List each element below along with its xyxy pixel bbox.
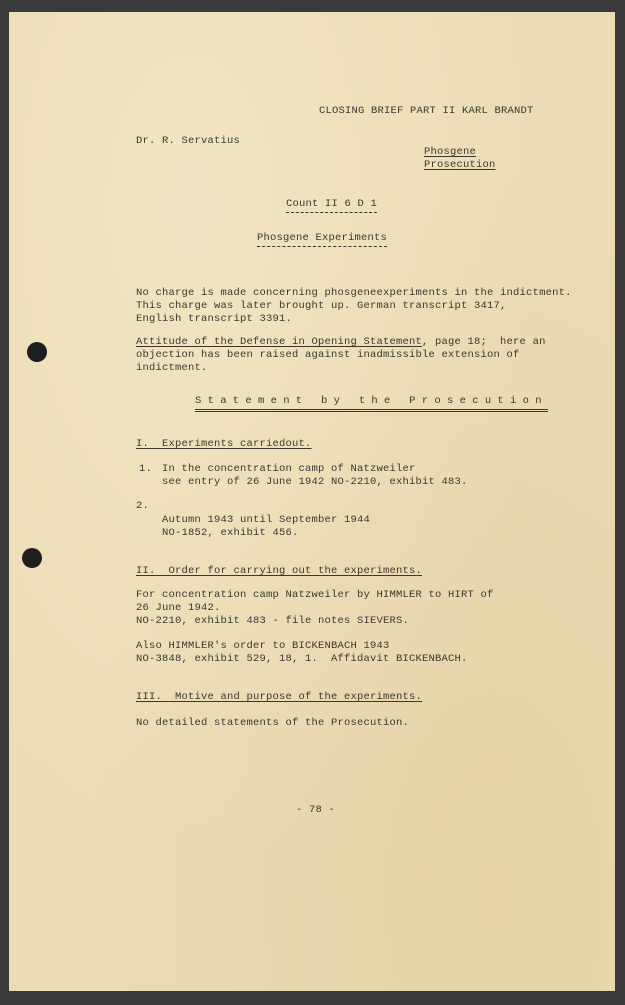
author: Dr. R. Servatius: [136, 135, 241, 147]
defense-attitude-rest: , page 18; here an: [422, 336, 546, 348]
document-title: CLOSING BRIEF PART II KARL BRANDT: [319, 105, 534, 117]
section-2-heading: II. Order for carrying out the experiments.: [136, 565, 423, 577]
section-3-para-1: No detailed statements of the Prosecution.: [136, 717, 410, 729]
defense-attitude-underlined: Attitude of the Defense in Opening Statement: [136, 336, 423, 348]
defense-attitude-line-1: [136, 336, 546, 349]
topic-phosgene: Phosgene: [424, 146, 477, 158]
punch-hole-bottom: [22, 548, 42, 568]
section-2-para-1-line-3: NO-2210, exhibit 483 - file notes SIEVERS.: [136, 615, 410, 627]
section-2-para-1-line-2: 26 June 1942.: [136, 602, 221, 614]
section-2-para-2-line-2: NO-3848, exhibit 529, 18, 1. Affidavit BICKENBACH.: [136, 653, 468, 665]
topic-prosecution: Prosecution: [424, 159, 496, 171]
subject-heading: Phosgene Experiments: [257, 232, 387, 247]
item-2-line-2: NO-1852, exhibit 456.: [162, 527, 299, 539]
page-number: - 78 -: [296, 804, 336, 816]
section-1-heading: I. Experiments carriedout.: [136, 438, 312, 450]
defense-attitude-line-3: indictment.: [136, 362, 208, 374]
item-1-line-2: see entry of 26 June 1942 NO-2210, exhibit 483.: [162, 476, 468, 488]
section-2-para-1-line-1: For concentration camp Natzweiler by HIMMLER to HIRT of: [136, 589, 494, 601]
intro-line-3: English transcript 3391.: [136, 313, 293, 325]
defense-attitude-line-2: objection has been raised against inadmissible extension of: [136, 349, 520, 361]
section-3-heading: III. Motive and purpose of the experiments.: [136, 691, 423, 703]
item-1-line-1: In the concentration camp of Natzweiler: [162, 463, 416, 475]
section-2-para-2-line-1: Also HIMMLER's order to BICKENBACH 1943: [136, 640, 390, 652]
count-heading: Count II 6 D 1: [286, 198, 377, 213]
document-page: [9, 12, 615, 991]
item-2-line-1: Autumn 1943 until September 1944: [162, 514, 371, 526]
statement-heading: Statement by the Prosecution: [195, 395, 548, 412]
item-1-number: 1.: [139, 463, 153, 475]
item-2-number: 2.: [136, 500, 150, 512]
intro-line-1: No charge is made concerning phosgeneexperiments in the indictment.: [136, 287, 572, 299]
intro-line-2: This charge was later brought up. German transcript 3417,: [136, 300, 507, 312]
punch-hole-top: [27, 342, 47, 362]
